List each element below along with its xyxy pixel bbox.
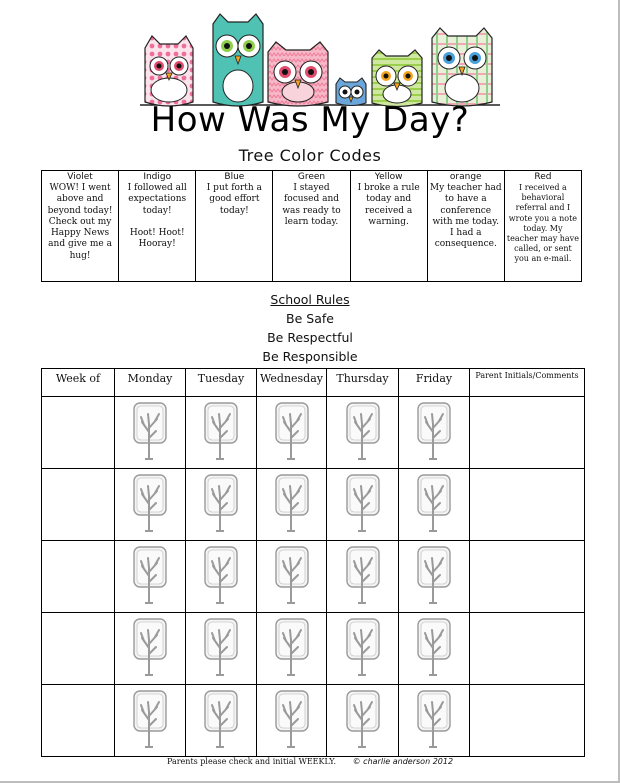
tree-icon xyxy=(346,474,380,532)
tree-icon xyxy=(133,474,167,532)
tree-icon xyxy=(417,474,451,532)
tree-icon xyxy=(346,690,380,748)
code-cell-blue xyxy=(196,171,273,282)
day-cell-monday[interactable] xyxy=(115,541,186,613)
weekly-tracker-table xyxy=(41,368,585,757)
code-description: I put forth a good effort today! xyxy=(206,183,262,216)
tree-icon xyxy=(133,546,167,604)
day-cell-monday[interactable] xyxy=(115,469,186,541)
week-of-cell[interactable] xyxy=(42,613,115,685)
tree-icon xyxy=(417,402,451,460)
owl-teal-icon xyxy=(213,14,263,106)
day-cell-friday[interactable] xyxy=(399,469,470,541)
parent-initials-cell[interactable] xyxy=(470,469,585,541)
code-name: orange xyxy=(449,172,482,182)
rule-item: Be Safe xyxy=(286,311,334,326)
code-description: I received a behavioral referral and I wrote you a note today. My teacher may have called, or sent you an e-mail. xyxy=(506,183,579,264)
code-cell-green xyxy=(273,171,350,282)
code-cell-violet xyxy=(42,171,119,282)
tree-icon xyxy=(417,690,451,748)
code-extra: Hoot! Hoot! Hooray! xyxy=(129,227,185,250)
day-cell-friday[interactable] xyxy=(399,613,470,685)
day-cell-tuesday[interactable] xyxy=(186,469,257,541)
week-of-cell[interactable] xyxy=(42,469,115,541)
col-parent-initials: Parent Initials/Comments xyxy=(470,369,585,397)
tree-icon xyxy=(275,690,309,748)
day-cell-thursday[interactable] xyxy=(327,541,399,613)
parent-initials-cell[interactable] xyxy=(470,541,585,613)
day-cell-tuesday[interactable] xyxy=(186,397,257,469)
col-friday: Friday xyxy=(399,369,470,397)
code-name: Violet xyxy=(67,172,93,182)
color-code-table xyxy=(41,170,582,282)
week-of-cell[interactable] xyxy=(42,397,115,469)
parent-initials-cell[interactable] xyxy=(470,685,585,757)
tree-icon xyxy=(204,474,238,532)
page-title: How Was My Day? xyxy=(150,100,470,140)
table-row xyxy=(42,469,585,541)
day-cell-monday[interactable] xyxy=(115,613,186,685)
day-cell-monday[interactable] xyxy=(115,397,186,469)
col-week-of: Week of xyxy=(42,369,115,397)
tree-icon xyxy=(133,402,167,460)
tree-icon xyxy=(204,546,238,604)
code-cell-indigo xyxy=(119,171,196,282)
footer-credit: © charlie anderson 2012 xyxy=(352,757,454,766)
code-cell-yellow xyxy=(350,171,427,282)
rule-item: Be Responsible xyxy=(262,349,358,364)
tree-icon xyxy=(275,474,309,532)
code-description: I broke a rule today and received a warning. xyxy=(357,183,420,227)
day-cell-wednesday[interactable] xyxy=(257,397,327,469)
day-cell-tuesday[interactable] xyxy=(186,685,257,757)
tree-icon xyxy=(275,618,309,676)
col-thursday: Thursday xyxy=(327,369,399,397)
rules-heading: School Rules xyxy=(270,292,350,307)
code-cell-red xyxy=(504,171,581,282)
owl-zigzag-icon xyxy=(268,42,328,106)
day-cell-monday[interactable] xyxy=(115,685,186,757)
col-monday: Monday xyxy=(115,369,186,397)
tree-icon xyxy=(133,690,167,748)
footer-note: Parents please check and initial WEEKLY. xyxy=(166,757,337,766)
page-subtitle: Tree Color Codes xyxy=(238,146,382,165)
rule-item: Be Respectful xyxy=(267,330,353,345)
day-cell-wednesday[interactable] xyxy=(257,469,327,541)
tree-icon xyxy=(204,402,238,460)
code-description: I stayed focused and was ready to learn today. xyxy=(282,183,341,227)
day-cell-friday[interactable] xyxy=(399,541,470,613)
tree-icon xyxy=(133,618,167,676)
table-row xyxy=(42,613,585,685)
code-description: I followed all expectations today! xyxy=(127,183,187,216)
day-cell-tuesday[interactable] xyxy=(186,541,257,613)
col-wednesday: Wednesday xyxy=(257,369,327,397)
code-name: Indigo xyxy=(143,172,172,182)
owl-pink-icon xyxy=(145,36,193,106)
parent-initials-cell[interactable] xyxy=(470,613,585,685)
table-row xyxy=(42,685,585,757)
week-of-cell[interactable] xyxy=(42,685,115,757)
code-name: Blue xyxy=(224,172,245,182)
day-cell-friday[interactable] xyxy=(399,397,470,469)
tree-icon xyxy=(346,402,380,460)
tree-icon xyxy=(346,546,380,604)
owl-green-icon xyxy=(372,50,422,107)
table-row xyxy=(42,397,585,469)
day-cell-thursday[interactable] xyxy=(327,469,399,541)
tree-icon xyxy=(275,546,309,604)
day-cell-wednesday[interactable] xyxy=(257,685,327,757)
tree-icon xyxy=(275,402,309,460)
day-cell-wednesday[interactable] xyxy=(257,541,327,613)
tree-icon xyxy=(417,546,451,604)
day-cell-thursday[interactable] xyxy=(327,397,399,469)
code-description: My teacher had to have a conference with me today. I had a consequence. xyxy=(429,183,502,250)
owl-plaid-icon xyxy=(432,28,492,106)
table-row xyxy=(42,541,585,613)
code-name: Yellow xyxy=(374,172,403,182)
week-of-cell[interactable] xyxy=(42,541,115,613)
code-name: Green xyxy=(297,172,326,182)
day-cell-thursday[interactable] xyxy=(327,613,399,685)
tree-icon xyxy=(346,618,380,676)
code-description: WOW! I went above and beyond today! Check out my Happy News and give me a hug! xyxy=(47,183,113,261)
school-rules xyxy=(0,290,620,366)
day-cell-thursday[interactable] xyxy=(327,685,399,757)
day-cell-friday[interactable] xyxy=(399,685,470,757)
tree-icon xyxy=(204,690,238,748)
parent-initials-cell[interactable] xyxy=(470,397,585,469)
code-name: Red xyxy=(534,172,552,182)
code-cell-orange xyxy=(427,171,504,282)
day-cell-wednesday[interactable] xyxy=(257,613,327,685)
tree-icon xyxy=(204,618,238,676)
header-row xyxy=(42,369,585,397)
footer xyxy=(0,757,620,766)
tree-icon xyxy=(417,618,451,676)
col-tuesday: Tuesday xyxy=(186,369,257,397)
day-cell-tuesday[interactable] xyxy=(186,613,257,685)
